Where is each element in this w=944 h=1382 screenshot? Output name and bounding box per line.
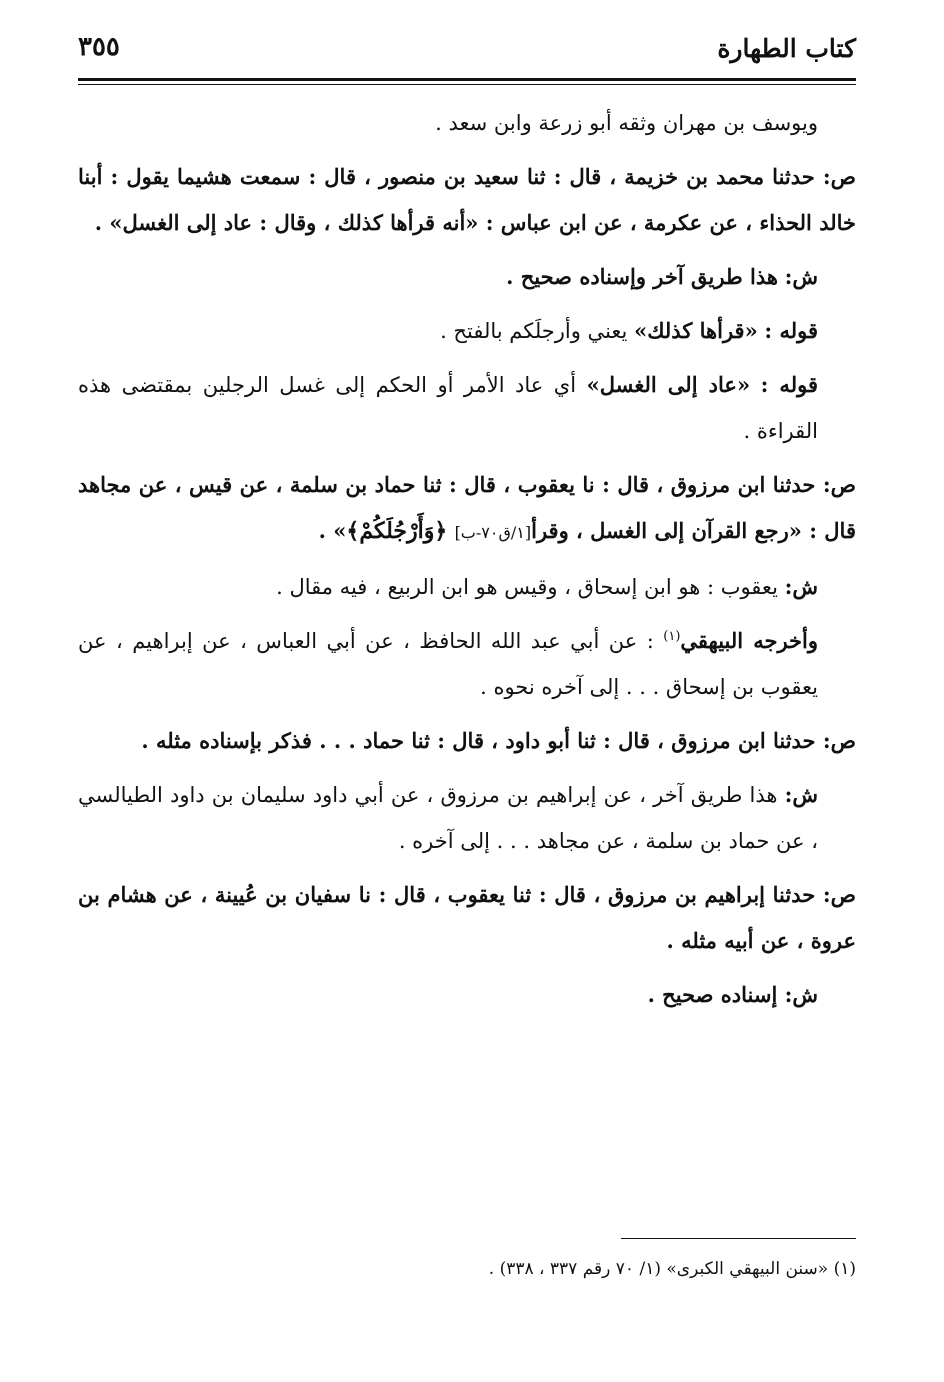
paragraph-commentary-6 [78,772,856,864]
paragraph-text: ص: حدثنا إبراهيم بن مرزوق ، قال : ثنا يعقوب ، قال : نا سفيان بن عُيينة ، عن هشام بن عروة ، عن أبيه مثله . [78,882,856,953]
paragraph-text: أي عاد الأمر أو الحكم إلى غسل الرجلين بمقتضى هذه القراءة . [78,373,818,443]
page-header [78,30,856,74]
header-rule-thick [78,78,856,81]
paragraph-text: ص: حدثنا ابن مرزوق ، قال : ثنا أبو داود ، قال : ثنا حماد . . . فذكر بإسناده مثله . [141,728,856,753]
paragraph-text: ويوسف بن مهران وثقه أبو زرعة وابن سعد . [435,111,818,135]
paragraph-commentary-5 [78,618,856,710]
footnote-separator [621,1238,856,1239]
header-rule-thin [78,84,856,85]
paragraph-commentary-2 [78,308,856,354]
paragraph-text: ص: حدثنا محمد بن خزيمة ، قال : ثنا سعيد بن منصور ، قال : سمعت هشيما يقول : أبنا خالد الحذاء ، عن عكرمة ، عن ابن عباس : «أنه قرأها كذلك ، وقال : عاد إلى الغسل» . [78,164,856,235]
paragraph-lead: قوله : [760,372,818,397]
running-title: كتاب الطهارة [717,34,856,63]
paragraph-lead: ش: [784,782,818,807]
paragraph-hadith-1 [78,154,856,246]
paragraph-lead: وأخرجه البيهقي [680,628,818,653]
quran-quote: ﴿وَأَرْجُلَكُمْ﴾ [346,518,448,544]
paragraph-text: يعقوب : هو ابن إسحاق ، وقيس هو ابن الربيع ، فيه مقال . [276,575,778,599]
paragraph-commentary-3 [78,362,856,454]
manuscript-folio-ref: [١/ق٧٠-ب] [454,523,532,542]
paragraph-text: هذا طريق آخر وإسناده صحيح . [506,264,778,289]
paragraph-text: يعني وأرجلَكم بالفتح . [440,319,628,343]
paragraph-commentary-7 [78,972,856,1018]
paragraph-hadith-4 [78,872,856,964]
paragraph-text-end: » . [318,518,347,543]
paragraph-text: هذا طريق آخر ، عن إبراهيم بن مرزوق ، عن أبي داود سليمان بن داود الطيالسي ، عن حماد بن سلمة ، عن مجاهد . . . إلى آخره . [78,783,818,853]
paragraph-hadith-2 [78,462,856,556]
paragraph-text: : عن أبي عبد الله الحافظ ، عن أبي العباس ، عن إبراهيم ، عن يعقوب بن إسحاق . . . إلى آخره نحوه . [78,629,818,699]
paragraph-lead: ش: [784,264,818,289]
page-number: ٣٥٥ [78,32,120,62]
quoted-phrase: «عاد إلى الغسل» [586,372,751,397]
footnote [78,1254,856,1284]
paragraph-hadith-3 [78,718,856,764]
paragraph-text: ش: إسناده صحيح . [647,982,818,1007]
footnote-reference[interactable]: (١) [663,629,681,644]
quoted-phrase: «قرأها كذلك» [634,318,758,343]
paragraph-commentary-1 [78,254,856,300]
paragraph-text: ص: حدثنا ابن مرزوق ، قال : نا يعقوب ، قال : ثنا حماد بن سلمة ، عن قيس ، عن مجاهد قال : «رجع القرآن إلى الغسل ، وقرأ [78,472,856,543]
page-body [78,100,856,1026]
footnote-text: (١) «سنن البيهقي الكبرى» (١/ ٧٠ رقم ٣٣٧ ، ٣٣٨) . [488,1259,856,1279]
paragraph-commentary-4 [78,564,856,610]
paragraph-lead: ش: [784,574,818,599]
paragraph-narrator-note [78,100,856,146]
paragraph-lead: قوله : [764,318,818,343]
